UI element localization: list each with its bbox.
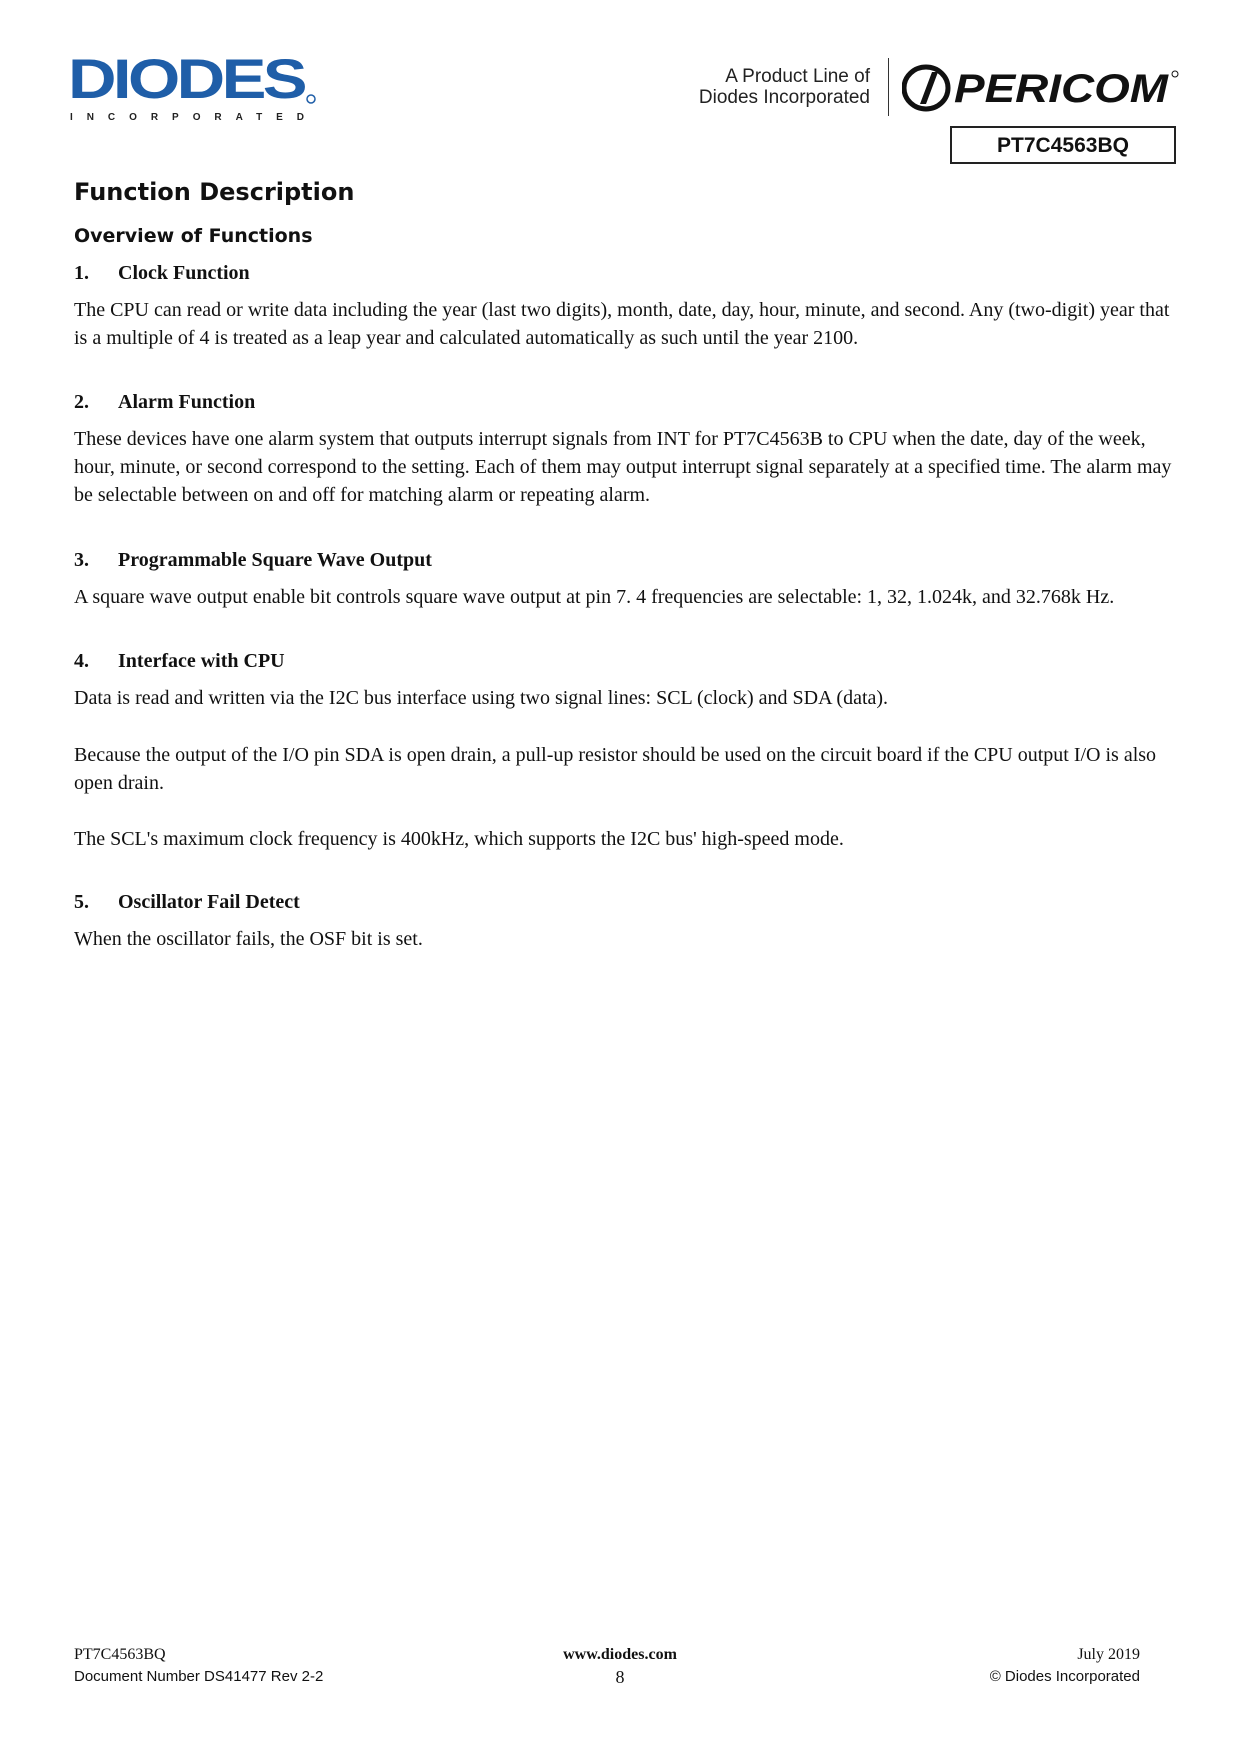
section-number: 4. [74,650,89,672]
product-line-2: Diodes Incorporated [698,87,870,108]
footer-part-number: PT7C4563BQ [74,1646,166,1663]
section-title: Oscillator Fail Detect [118,891,300,913]
footer-document-number: Document Number DS41477 Rev 2-2 [74,1668,324,1685]
footer-website-link[interactable]: www.diodes.com [563,1646,677,1663]
paragraph: When the oscillator fails, the OSF bit is set. [74,928,423,950]
section-number: 3. [74,549,89,571]
paragraph: Because the output of the I/O pin SDA is open drain, a pull-up resistor should be used on the circuit board if the CPU output I/O is also open drain. [74,744,1157,794]
footer-right [900,1644,1140,1688]
section-number: 2. [74,391,89,413]
pericom-logo-wordmark: PERICOM [954,67,1170,111]
section-title: Interface with CPU [118,650,285,672]
product-line-label [680,66,870,108]
part-number-box: PT7C4563BQ [950,126,1176,164]
diodes-logo [68,56,330,128]
pericom-logo [902,64,1182,112]
section-title: Programmable Square Wave Output [118,549,432,571]
footer-center [520,1644,720,1688]
page-subtitle: Overview of Functions [74,225,313,247]
section-heading-alarm [74,391,255,414]
paragraph: The SCL's maximum clock frequency is 400kHz, which supports the I2C bus' high-speed mode. [74,828,844,850]
paragraph: Data is read and written via the I2C bus interface using two signal lines: SCL (clock) and SDA (data). [74,687,889,709]
footer-left [74,1644,323,1688]
product-line-1: A Product Line of [725,66,870,87]
section-title: Alarm Function [118,391,256,413]
page-title: Function Description [74,178,355,206]
footer-page-number: 8 [615,1667,625,1687]
section-heading-clock [74,262,250,285]
paragraph: A square wave output enable bit controls square wave output at pin 7. 4 frequencies are selectable: 1, 32, 1.024k, and 32.768k Hz. [74,586,1115,608]
footer-copyright: © Diodes Incorporated [989,1668,1140,1685]
section-heading-oscillator [74,891,300,914]
section-heading-square-wave [74,549,432,572]
header-divider [888,58,889,116]
diodes-logo-subtext: INCORPORATED [70,112,304,123]
footer-date: July 2019 [1077,1646,1140,1663]
paragraph: These devices have one alarm system that outputs interrupt signals from INT for PT7C4563B to CPU when the date, day of the week, hour, minute, or second correspond to the setting. Each of them may output interrupt signal separately at a specified time. The alarm may be selectable between on and off for matching alarm or repeating alarm. [74,428,1172,506]
section-number: 5. [74,891,89,913]
diodes-logo-wordmark: DIODES [68,56,306,110]
section-number: 1. [74,262,89,284]
section-title: Clock Function [118,262,250,284]
paragraph: The CPU can read or write data including the year (last two digits), month, date, day, hour, minute, and second. Any (two-digit) year that is a multiple of 4 is treated as a leap year and calculated automatically as such until the year 2100. [74,299,1170,349]
section-heading-interface [74,650,285,673]
